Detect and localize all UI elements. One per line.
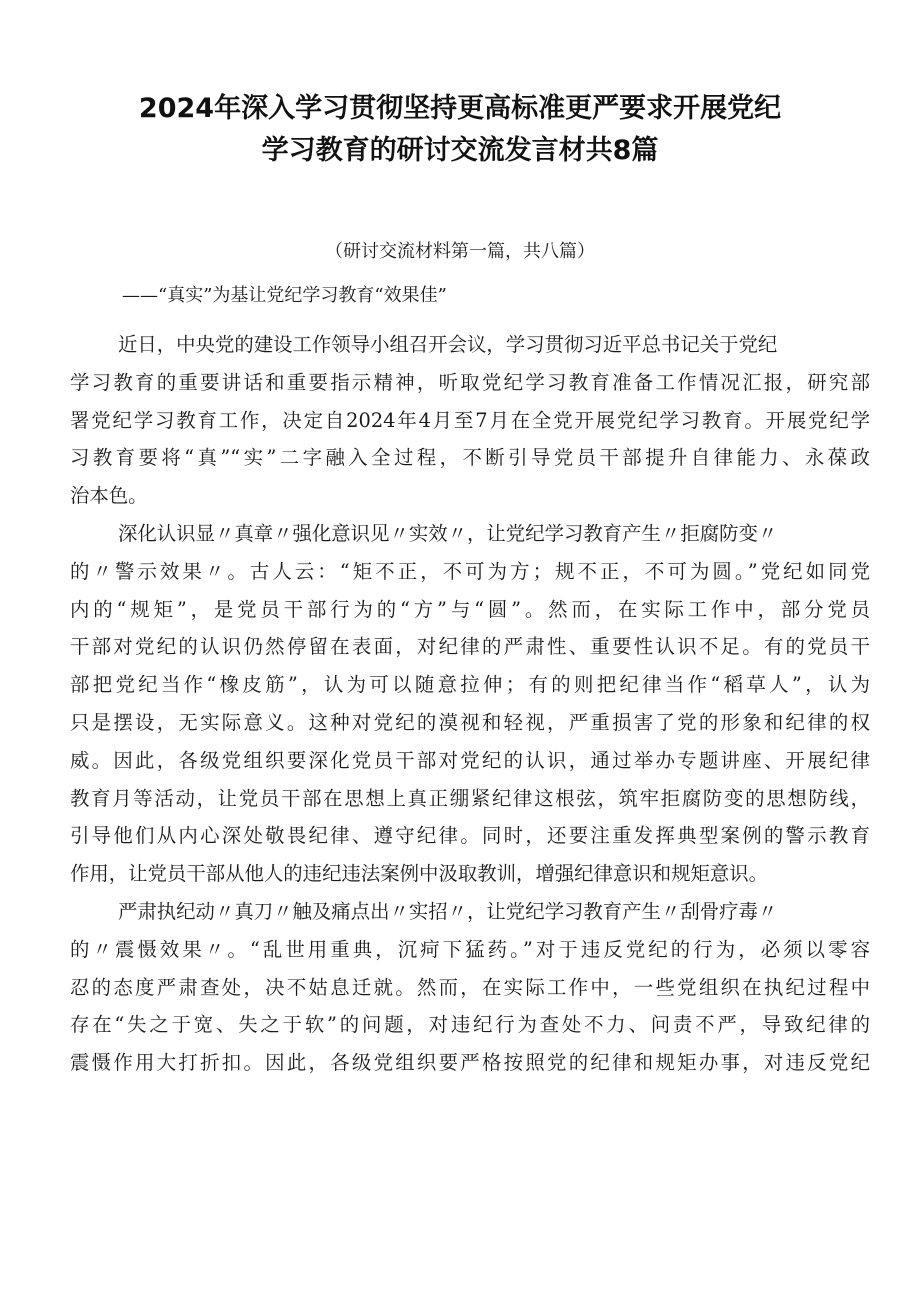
body-line: 震慑作用大打折扣。因此，各级党组织要严格按照党的纪律和规矩办事，对违反党纪 <box>70 1051 870 1075</box>
body-line: 严肃执纪动〃真刀〃触及痛点出〃实招〃，让党纪学习教育产生〃刮骨疗毒〃 <box>118 899 778 923</box>
title-line-1: 2024年深入学习贯彻坚持更高标准更严要求开展党纪 <box>138 93 782 124</box>
body-line: 威。因此，各级党组织要深化党员干部对党纪的认识，通过举办专题讲座、开展纪律 <box>70 748 870 772</box>
body-line: 内的“规矩”，是党员干部行为的“方”与“圆”。然而，在实际工作中，部分党员 <box>70 597 870 621</box>
body-line: 的〃震慑效果〃。“乱世用重典，沉疴下猛药。”对于违反党纪的行为，必须以零容 <box>70 937 870 961</box>
body-line: 学习教育的重要讲话和重要指示精神，听取党纪学习教育准备工作情况汇报，研究部 <box>70 370 870 394</box>
body-line: 引导他们从内心深处敬畏纪律、遵守纪律。同时，还要注重发挥典型案例的警示教育 <box>70 824 870 848</box>
document-body <box>70 326 870 1082</box>
body-line: 存在“失之于宽、失之于软”的问题，对违纪行为查处不力、问责不严，导致纪律的 <box>70 1013 870 1037</box>
body-line: 近日，中央党的建设工作领导小组召开会议，学习贯彻习近平总书记关于党纪 <box>118 333 778 356</box>
body-line: 习教育要将“真”“实”二字融入全过程，不断引导党员干部提升自律能力、永葆政 <box>70 446 870 470</box>
document-title <box>60 88 860 172</box>
body-line: 只是摆设，无实际意义。这种对党纪的漠视和轻视，严重损害了党的形象和纪律的权 <box>70 710 870 734</box>
body-line: 治本色。 <box>70 484 148 508</box>
document-subtitle: （研讨交流材料第一篇，共八篇） <box>325 241 595 262</box>
title-line-2: 学习教育的研讨交流发言材共8篇 <box>261 135 659 166</box>
body-line: 署党纪学习教育工作，决定自2024年4月至7月在全党开展党纪学习教育。开展党纪学 <box>70 408 870 432</box>
body-line: 教育月等活动，让党员干部在思想上真正绷紧纪律这根弦，筑牢拒腐防变的思想防线， <box>70 786 870 810</box>
body-line: 深化认识显〃真章〃强化意识见〃实效〃，让党纪学习教育产生〃拒腐防变〃 <box>118 521 778 545</box>
body-line: 干部对党纪的认识仍然停留在表面，对纪律的严肃性、重要性认识不足。有的党员干 <box>70 635 870 659</box>
document-tagline: ——“真实”为基让党纪学习教育“效果佳” <box>122 285 447 306</box>
body-line: 的〃警示效果〃。古人云：“矩不正，不可为方；规不正，不可为圆。”党纪如同党 <box>70 559 870 583</box>
body-line: 忍的态度严肃查处，决不姑息迁就。然而，在实际工作中，一些党组织在执纪过程中 <box>70 975 870 999</box>
body-line: 部把党纪当作“橡皮筋”，认为可以随意拉伸；有的则把纪律当作“稻草人”，认为 <box>70 673 870 697</box>
body-line: 作用，让党员干部从他人的违纪违法案例中汲取教训，增强纪律意识和规矩意识。 <box>70 862 769 886</box>
